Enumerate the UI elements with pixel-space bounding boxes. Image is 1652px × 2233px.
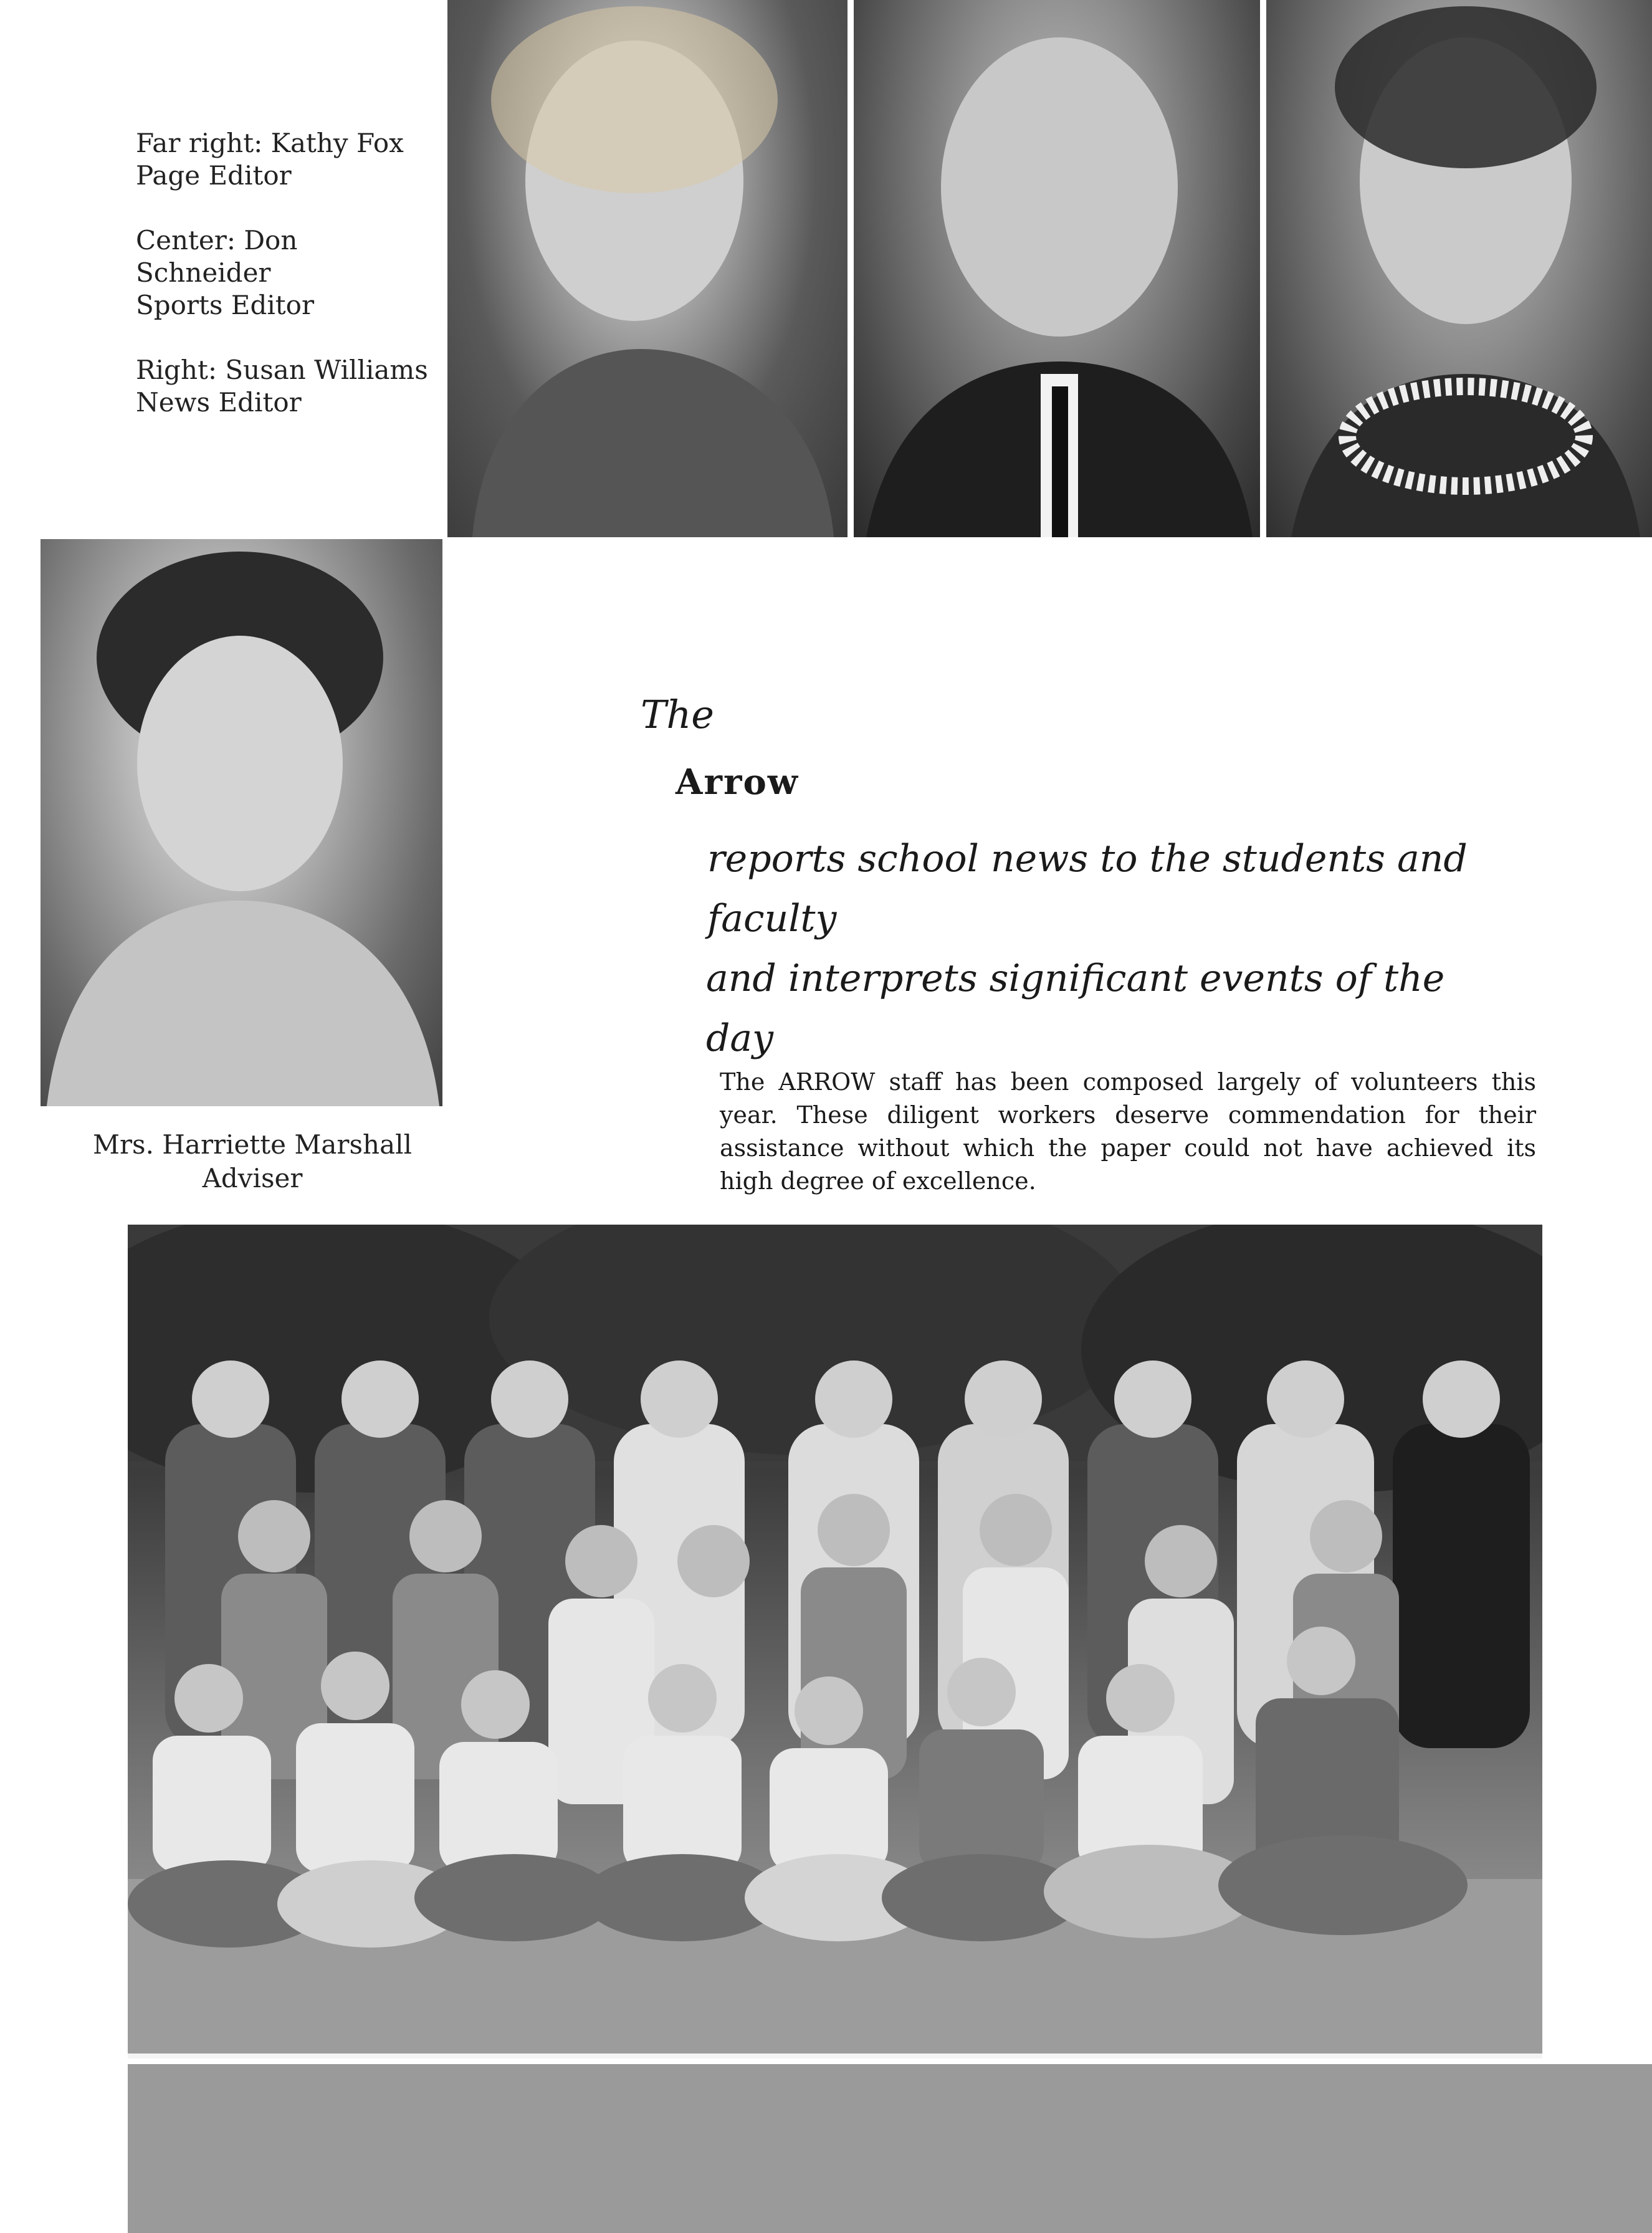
editor-captions (136, 127, 429, 451)
portrait-figure-icon (447, 0, 847, 537)
caption-center-name: Center: Don Schneider (136, 225, 298, 288)
portrait-figure-icon (854, 0, 1260, 537)
portrait-figure-icon (41, 539, 442, 1106)
portrait-photo-susan-williams (1266, 0, 1652, 537)
footer-band (128, 2064, 1652, 2233)
portrait-photo-kathy-fox (447, 0, 847, 537)
adviser-role: Adviser (202, 1163, 303, 1193)
caption-far-right (136, 127, 429, 192)
body-paragraph: The ARROW staff has been composed largely of volunteers this year. These diligent workers deserve commendation for their assistance without which the paper could not have achieved its high degree of excellence. (720, 1068, 1536, 1195)
adviser-name: Mrs. Harriette Marshall (92, 1129, 413, 1160)
heading-arrow: Arrow (676, 762, 800, 803)
portrait-figure-icon (1266, 0, 1652, 537)
adviser-caption (56, 1128, 449, 1195)
caption-right-name: Right: Susan Williams (136, 355, 428, 385)
caption-center (136, 224, 429, 322)
caption-far-right-role: Page Editor (136, 160, 292, 191)
portrait-photo-don-schneider (854, 0, 1260, 537)
portrait-photo-harriette-marshall (41, 539, 442, 1106)
heading-tagline-line-1: reports school news to the students and faculty (707, 837, 1468, 940)
heading-tagline (707, 829, 1517, 1068)
heading-the: The (641, 692, 714, 737)
caption-center-role: Sports Editor (136, 290, 315, 320)
caption-right-role: News Editor (136, 387, 302, 418)
caption-far-right-name: Far right: Kathy Fox (136, 128, 404, 158)
heading-tagline-line-2: and interprets significant events of the day (706, 957, 1445, 1060)
group-photo-bottom-rule (128, 1225, 1542, 2058)
caption-right (136, 354, 429, 419)
